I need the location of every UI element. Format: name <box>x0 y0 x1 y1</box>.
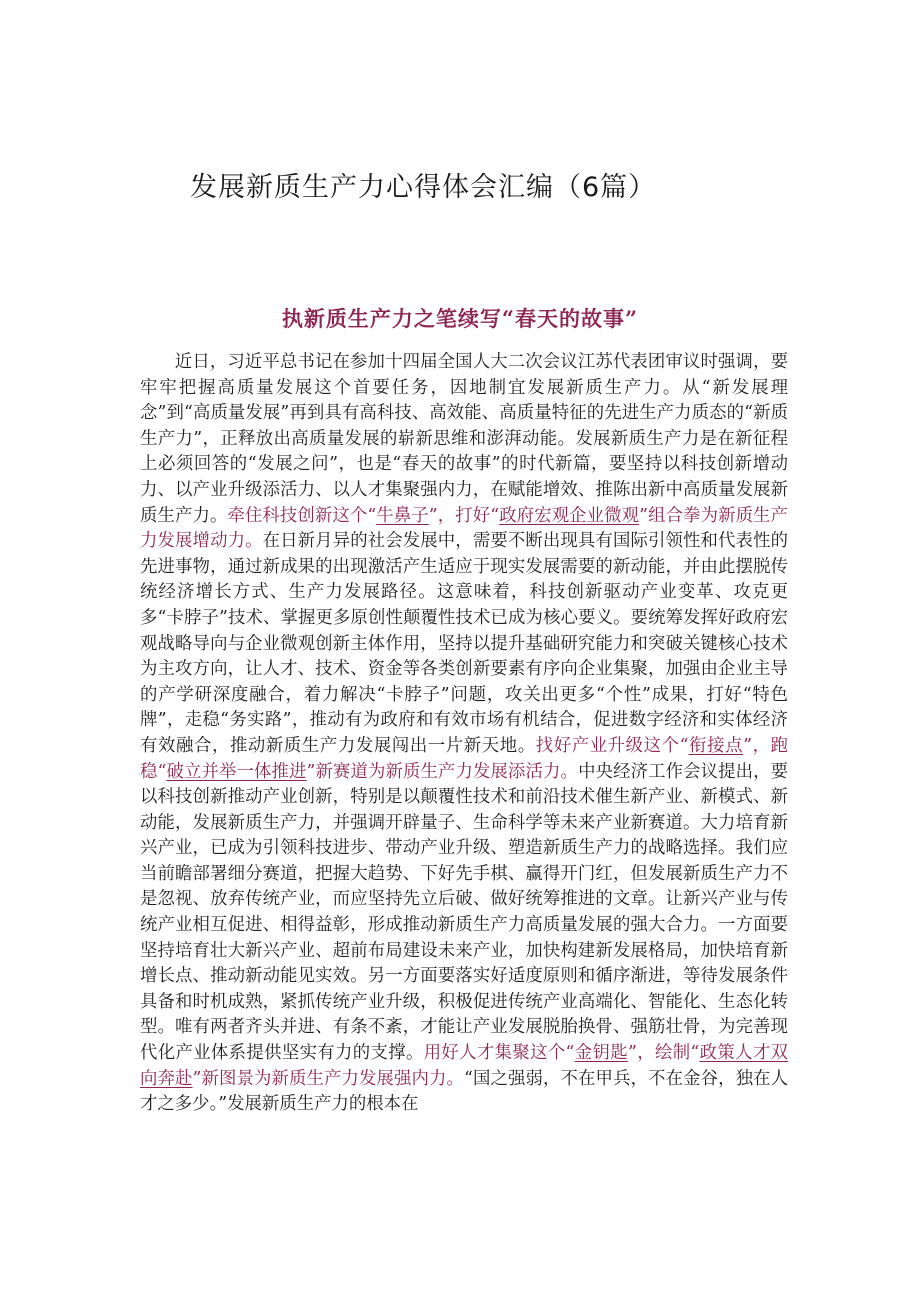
highlighted-heading-run: 用好人才集聚这个“ <box>423 1043 575 1064</box>
highlighted-heading-run: ”，打好“ <box>428 505 500 526</box>
body-run: 在日新月异的社会发展中，需要不断出现具有国际引领性和代表性的先进事物，通过新成果的出现激活产生适应于现实发展需要的新动能，并由此摆脱传统经济增长方式、生产力发展路径。这意味着，科技创新驱动产业变革、攻克更多“卡脖子”技术、掌握更多原创性颠覆性技术已成为核心要义。要统筹发挥好政府宏观战略导向与企业微观创新主体作用，坚持以提升基础研究能力和突破关键核心技术为主攻方向，让人才、技术、资金等各类创新要素有序向企业集聚，加强由企业主导的产学研深度融合，着力解决“卡脖子”问题，攻关出更多“个性”成果，打好“特色牌”，走稳“务实路”，推动有为政府和有效市场有机结合，促进数字经济和实体经济有效融合，推动新质生产力发展闯出一片新天地。 <box>140 531 788 756</box>
underlined-keyword: 牛鼻子 <box>376 505 429 526</box>
underlined-keyword: 政府宏观企业微观 <box>499 505 640 526</box>
article-title: 执新质生产力之笔续写“春天的故事” <box>281 306 639 331</box>
highlighted-heading-run: ”，跑稳“ <box>140 735 788 782</box>
underlined-keyword: 政策人才双向奔赴 <box>140 1043 788 1089</box>
highlighted-heading-run: ”新图景为新质生产力发展强内力。 <box>192 1068 465 1089</box>
body-run: 近日，习近平总书记在参加十四届全国人大二次会议江苏代表团审议时强调，要牢牢把握高质量发展这个首要任务，因地制宜发展新质生产力。从“新发展理念”到“高质量发展”再到具有高科技、高效能、高质量特征的先进生产力质态的“新质生产力”，正释放出高质量发展的崭新思维和澎湃动能。发展新质生产力是在新征程上必须回答的“发展之问”，也是“春天的故事”的时代新篇，要坚持以科技创新增动力、以产业升级添活力、以人才集聚强内力，在赋能增效、推陈出新中高质量发展新质生产力。 <box>140 352 788 526</box>
body-run: “国之强弱，不在甲兵，不在金谷，独在人才之多少。”发展新质生产力的根本在 <box>140 1068 788 1115</box>
document-title: 发展新质生产力心得体会汇编（6篇） <box>190 172 657 203</box>
underlined-keyword: 破立并举一体推进 <box>166 761 307 782</box>
highlighted-heading-run: ”，绘制“ <box>628 1043 700 1064</box>
underlined-keyword: 衔接点 <box>688 735 744 756</box>
article-body <box>140 350 788 1118</box>
underlined-keyword: 金钥匙 <box>574 1043 628 1064</box>
highlighted-heading-run: ”组合拳为新质生产力发展增动力。 <box>140 505 788 552</box>
body-run: 中央经济工作会议提出，要以科技创新推动产业创新，特别是以颠覆性技术和前沿技术催生新产业、新模式、新动能，发展新质生产力，并强调开辟量子、生命科学等未来产业新赛道。大力培育新兴产业，已成为引领科技进步、带动产业升级、塑造新质生产力的战略选择。我们应当前瞻部署细分赛道，把握大趋势、下好先手棋、赢得开门红，但发展新质生产力不是忽视、放弃传统产业，而应坚持先立后破、做好统筹推进的文章。让新兴产业与传统产业相互促进、相得益彰，形成推动新质生产力高质量发展的强大合力。一方面要坚持培育壮大新兴产业、超前布局建设未来产业，加快构建新发展格局，加快培育新增长点、推动新动能见实效。另一方面要落实好适度原则和循序渐进，等待发展条件具备和时机成熟，紧抓传统产业升级，积极促进传统产业高端化、智能化、生态化转型。唯有两者齐头并进、有条不紊，才能让产业发展脱胎换骨、强筋壮骨，为完善现代化产业体系提供坚实有力的支撑。 <box>140 761 788 1064</box>
highlighted-heading-run: 牵住科技创新这个“ <box>227 505 377 526</box>
highlighted-heading-run: 找好产业升级这个“ <box>535 735 689 756</box>
highlighted-heading-run: ”新赛道为新质生产力发展添活力。 <box>306 761 579 782</box>
